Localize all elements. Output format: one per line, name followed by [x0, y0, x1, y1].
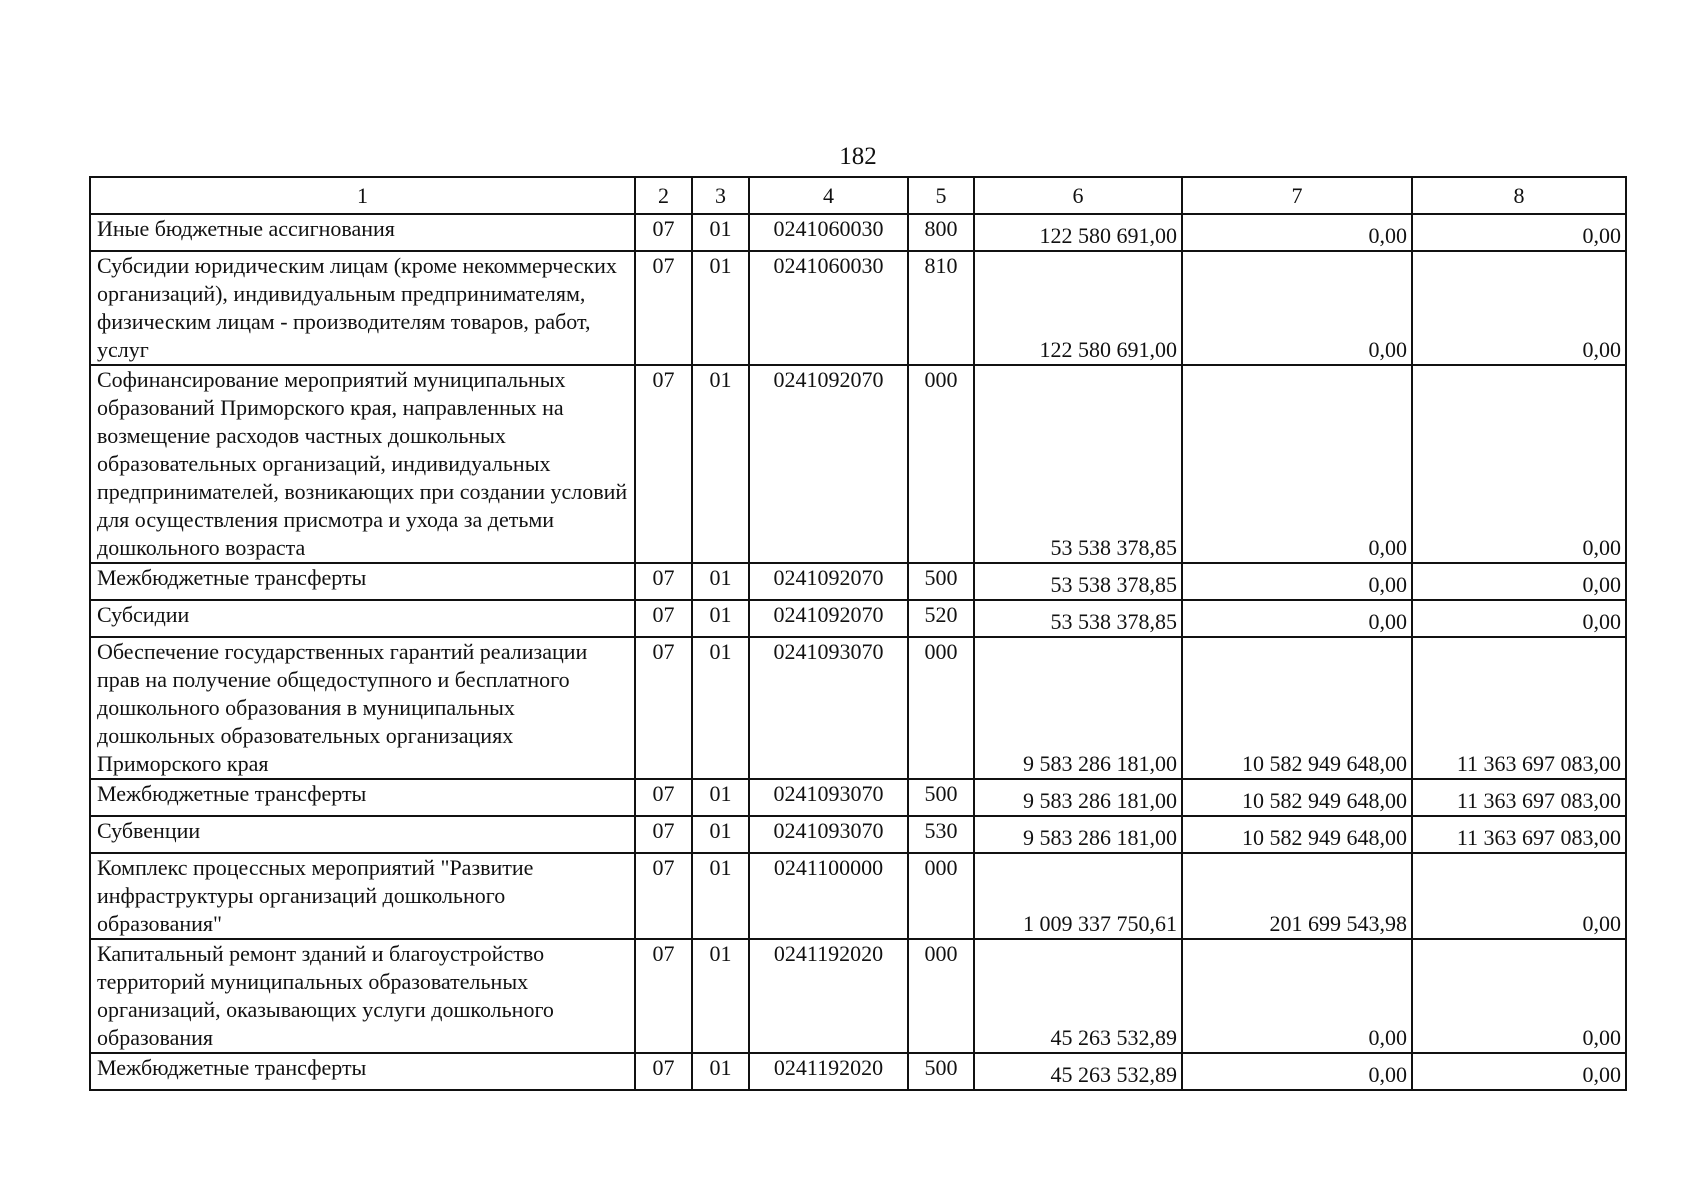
amount-col-8: 11 363 697 083,00: [1412, 779, 1626, 816]
amount-col-7: 201 699 543,98: [1182, 853, 1412, 939]
expense-type-code: 000: [908, 365, 974, 563]
subsection-code: 01: [692, 816, 749, 853]
budget-table: [89, 176, 1627, 1091]
table-row: [90, 214, 1626, 251]
target-item-code: 0241092070: [749, 365, 908, 563]
subsection-code: 01: [692, 939, 749, 1053]
target-item-code: 0241092070: [749, 600, 908, 637]
table-row: [90, 779, 1626, 816]
row-name: Межбюджетные трансферты: [90, 779, 635, 816]
row-name: Субсидии: [90, 600, 635, 637]
amount-col-8: 0,00: [1412, 251, 1626, 365]
amount-col-8: 11 363 697 083,00: [1412, 637, 1626, 779]
expense-type-code: 500: [908, 563, 974, 600]
section-code: 07: [635, 365, 692, 563]
amount-col-7: 10 582 949 648,00: [1182, 779, 1412, 816]
target-item-code: 0241100000: [749, 853, 908, 939]
amount-col-8: 0,00: [1412, 1053, 1626, 1090]
subsection-code: 01: [692, 563, 749, 600]
row-name: Субсидии юридическим лицам (кроме некоммерческих организаций), индивидуальным предпринимателям, физическим лицам - производителям товаров, работ, услуг: [90, 251, 635, 365]
expense-type-code: 500: [908, 1053, 974, 1090]
amount-col-6: 1 009 337 750,61: [974, 853, 1182, 939]
expense-type-code: 500: [908, 779, 974, 816]
amount-col-8: 11 363 697 083,00: [1412, 816, 1626, 853]
expense-type-code: 800: [908, 214, 974, 251]
column-header: 6: [974, 177, 1182, 214]
table-row: [90, 816, 1626, 853]
amount-col-7: 0,00: [1182, 939, 1412, 1053]
section-code: 07: [635, 1053, 692, 1090]
table-row: [90, 1053, 1626, 1090]
subsection-code: 01: [692, 637, 749, 779]
column-header: 4: [749, 177, 908, 214]
amount-col-6: 9 583 286 181,00: [974, 637, 1182, 779]
section-code: 07: [635, 251, 692, 365]
table-row: [90, 251, 1626, 365]
table-header-row: [90, 177, 1626, 214]
amount-col-8: 0,00: [1412, 563, 1626, 600]
target-item-code: 0241093070: [749, 637, 908, 779]
subsection-code: 01: [692, 600, 749, 637]
amount-col-8: 0,00: [1412, 365, 1626, 563]
row-name: Иные бюджетные ассигнования: [90, 214, 635, 251]
amount-col-6: 9 583 286 181,00: [974, 816, 1182, 853]
amount-col-7: 10 582 949 648,00: [1182, 816, 1412, 853]
table-row: [90, 939, 1626, 1053]
amount-col-6: 53 538 378,85: [974, 365, 1182, 563]
subsection-code: 01: [692, 853, 749, 939]
amount-col-6: 53 538 378,85: [974, 563, 1182, 600]
table-row: [90, 637, 1626, 779]
section-code: 07: [635, 853, 692, 939]
amount-col-7: 0,00: [1182, 1053, 1412, 1090]
section-code: 07: [635, 816, 692, 853]
section-code: 07: [635, 214, 692, 251]
subsection-code: 01: [692, 365, 749, 563]
table-row: [90, 600, 1626, 637]
column-header: 8: [1412, 177, 1626, 214]
target-item-code: 0241192020: [749, 1053, 908, 1090]
subsection-code: 01: [692, 779, 749, 816]
amount-col-7: 0,00: [1182, 251, 1412, 365]
column-header: 7: [1182, 177, 1412, 214]
subsection-code: 01: [692, 214, 749, 251]
amount-col-6: 45 263 532,89: [974, 939, 1182, 1053]
amount-col-6: 122 580 691,00: [974, 251, 1182, 365]
table-row: [90, 563, 1626, 600]
amount-col-6: 122 580 691,00: [974, 214, 1182, 251]
amount-col-8: 0,00: [1412, 853, 1626, 939]
expense-type-code: 000: [908, 853, 974, 939]
expense-type-code: 810: [908, 251, 974, 365]
row-name: Субвенции: [90, 816, 635, 853]
expense-type-code: 000: [908, 637, 974, 779]
page-number: 182: [839, 143, 877, 170]
target-item-code: 0241060030: [749, 251, 908, 365]
amount-col-8: 0,00: [1412, 214, 1626, 251]
amount-col-8: 0,00: [1412, 939, 1626, 1053]
amount-col-8: 0,00: [1412, 600, 1626, 637]
column-header: 5: [908, 177, 974, 214]
section-code: 07: [635, 939, 692, 1053]
target-item-code: 0241093070: [749, 816, 908, 853]
row-name: Обеспечение государственных гарантий реализации прав на получение общедоступного и бесплатного дошкольного образования в муниципальных дошкольных образовательных организациях Приморского края: [90, 637, 635, 779]
amount-col-7: 0,00: [1182, 365, 1412, 563]
section-code: 07: [635, 779, 692, 816]
amount-col-7: 0,00: [1182, 600, 1412, 637]
expense-type-code: 530: [908, 816, 974, 853]
amount-col-6: 45 263 532,89: [974, 1053, 1182, 1090]
row-name: Межбюджетные трансферты: [90, 1053, 635, 1090]
amount-col-7: 0,00: [1182, 214, 1412, 251]
column-header: 3: [692, 177, 749, 214]
target-item-code: 0241060030: [749, 214, 908, 251]
amount-col-6: 53 538 378,85: [974, 600, 1182, 637]
table-row: [90, 365, 1626, 563]
target-item-code: 0241093070: [749, 779, 908, 816]
section-code: 07: [635, 637, 692, 779]
subsection-code: 01: [692, 1053, 749, 1090]
row-name: Межбюджетные трансферты: [90, 563, 635, 600]
target-item-code: 0241092070: [749, 563, 908, 600]
column-header: 2: [635, 177, 692, 214]
table-row: [90, 853, 1626, 939]
column-header: 1: [90, 177, 635, 214]
row-name: Комплекс процессных мероприятий "Развитие инфраструктуры организаций дошкольного образования": [90, 853, 635, 939]
row-name: Капитальный ремонт зданий и благоустройство территорий муниципальных образовательных организаций, оказывающих услуги дошкольного образования: [90, 939, 635, 1053]
section-code: 07: [635, 563, 692, 600]
target-item-code: 0241192020: [749, 939, 908, 1053]
expense-type-code: 520: [908, 600, 974, 637]
amount-col-7: 0,00: [1182, 563, 1412, 600]
subsection-code: 01: [692, 251, 749, 365]
row-name: Софинансирование мероприятий муниципальных образований Приморского края, направленных на возмещение расходов частных дошкольных образовательных организаций, индивидуальных предпринимателей, возникающих при создании условий для осуществления присмотра и ухода за детьми дошкольного возраста: [90, 365, 635, 563]
amount-col-6: 9 583 286 181,00: [974, 779, 1182, 816]
expense-type-code: 000: [908, 939, 974, 1053]
amount-col-7: 10 582 949 648,00: [1182, 637, 1412, 779]
section-code: 07: [635, 600, 692, 637]
